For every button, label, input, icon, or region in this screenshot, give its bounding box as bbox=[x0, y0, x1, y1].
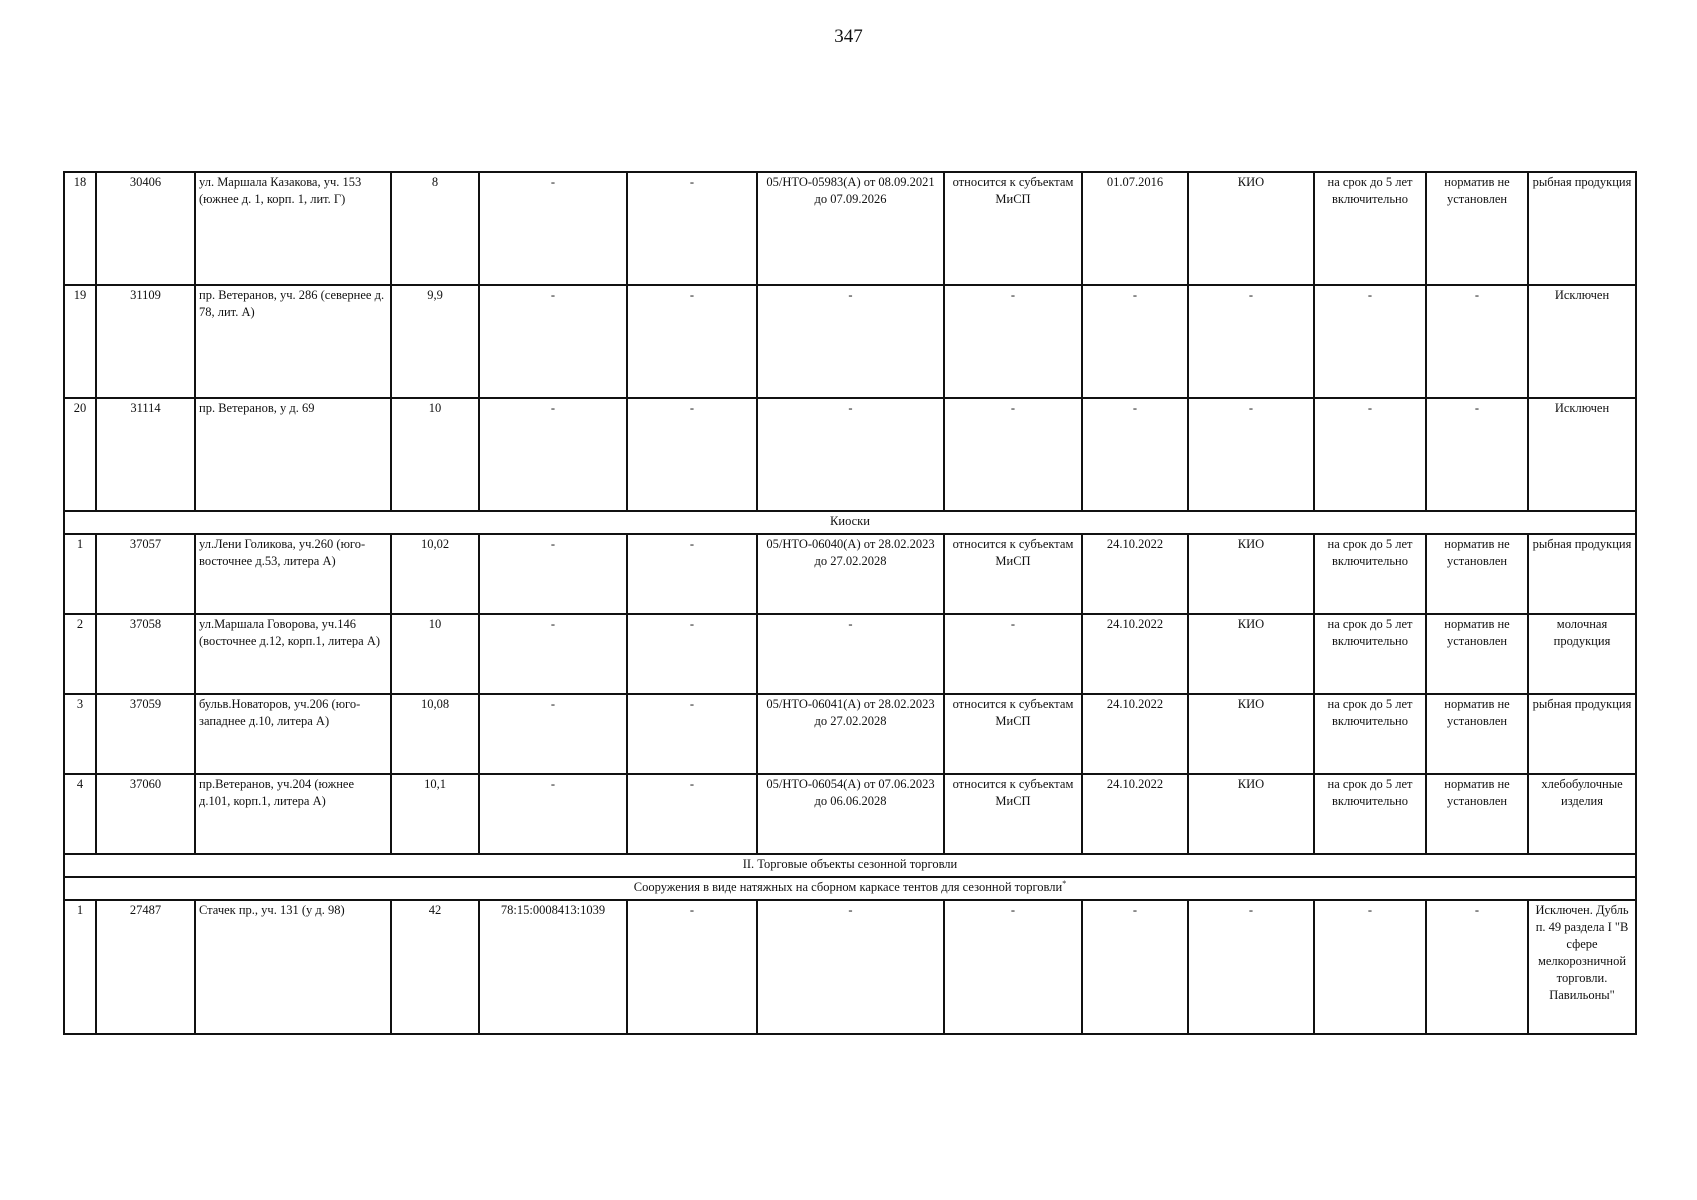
cell-norm: - bbox=[1426, 900, 1528, 1034]
cell-body: - bbox=[1188, 398, 1314, 511]
section-heading-tents-text: Сооружения в виде натяжных на сборном каркасе тентов для сезонной торговли bbox=[633, 880, 1063, 894]
cell-norm: норматив не установлен bbox=[1426, 534, 1528, 614]
table-row bbox=[64, 398, 1636, 511]
cell-object-id: 31114 bbox=[96, 398, 195, 511]
section-heading-tents bbox=[64, 877, 1636, 900]
table-row bbox=[64, 172, 1636, 285]
section-row bbox=[64, 854, 1636, 877]
cell-address: пр. Ветеранов, у д. 69 bbox=[195, 398, 391, 511]
cell-cadastral: - bbox=[479, 614, 627, 694]
cell-body: КИО bbox=[1188, 614, 1314, 694]
cell-norm: норматив не установлен bbox=[1426, 172, 1528, 285]
cell-area: 42 bbox=[391, 900, 479, 1034]
section-row bbox=[64, 511, 1636, 534]
cell-date: 24.10.2022 bbox=[1082, 694, 1188, 774]
cell-address: пр. Ветеранов, уч. 286 (севернее д. 78, лит. А) bbox=[195, 285, 391, 398]
cell-number: 3 bbox=[64, 694, 96, 774]
cell-area: 10,02 bbox=[391, 534, 479, 614]
cell-cadastral: - bbox=[479, 774, 627, 854]
cell-column-6: - bbox=[627, 900, 757, 1034]
cell-column-6: - bbox=[627, 694, 757, 774]
cell-body: КИО bbox=[1188, 774, 1314, 854]
section-heading-kiosks: Киоски bbox=[64, 511, 1636, 534]
cell-date: 24.10.2022 bbox=[1082, 534, 1188, 614]
cell-term: на срок до 5 лет включительно bbox=[1314, 534, 1426, 614]
cell-object-id: 30406 bbox=[96, 172, 195, 285]
cell-object-id: 37060 bbox=[96, 774, 195, 854]
cell-contract: - bbox=[757, 900, 944, 1034]
cell-subject: относится к субъектам МиСП bbox=[944, 172, 1082, 285]
cell-object-id: 37057 bbox=[96, 534, 195, 614]
cell-contract: - bbox=[757, 285, 944, 398]
cell-date: - bbox=[1082, 398, 1188, 511]
cell-subject: - bbox=[944, 398, 1082, 511]
cell-cadastral: - bbox=[479, 694, 627, 774]
cell-body: - bbox=[1188, 285, 1314, 398]
cell-subject: - bbox=[944, 614, 1082, 694]
cell-norm: - bbox=[1426, 398, 1528, 511]
cell-object-id: 37059 bbox=[96, 694, 195, 774]
cell-contract: 05/НТО-06040(А) от 28.02.2023 до 27.02.2028 bbox=[757, 534, 944, 614]
cell-term: на срок до 5 лет включительно bbox=[1314, 172, 1426, 285]
cell-contract: 05/НТО-06041(А) от 28.02.2023 до 27.02.2028 bbox=[757, 694, 944, 774]
cell-subject: относится к субъектам МиСП bbox=[944, 774, 1082, 854]
cell-number: 1 bbox=[64, 534, 96, 614]
cell-body: КИО bbox=[1188, 172, 1314, 285]
cell-number: 20 bbox=[64, 398, 96, 511]
cell-cadastral: - bbox=[479, 534, 627, 614]
cell-body: - bbox=[1188, 900, 1314, 1034]
cell-column-6: - bbox=[627, 774, 757, 854]
cell-cadastral: - bbox=[479, 285, 627, 398]
cell-contract: - bbox=[757, 398, 944, 511]
table-row bbox=[64, 285, 1636, 398]
cell-norm: - bbox=[1426, 285, 1528, 398]
cell-number: 19 bbox=[64, 285, 96, 398]
cell-column-6: - bbox=[627, 614, 757, 694]
cell-address: пр.Ветеранов, уч.204 (южнее д.101, корп.1, литера А) bbox=[195, 774, 391, 854]
cell-contract: 05/НТО-05983(А) от 08.09.2021 до 07.09.2026 bbox=[757, 172, 944, 285]
table-row bbox=[64, 694, 1636, 774]
cell-address: ул.Маршала Говорова, уч.146 (восточнее д.12, корп.1, литера А) bbox=[195, 614, 391, 694]
cell-product: молочная продукция bbox=[1528, 614, 1636, 694]
cell-product: рыбная продукция bbox=[1528, 172, 1636, 285]
cell-contract: 05/НТО-06054(А) от 07.06.2023 до 06.06.2028 bbox=[757, 774, 944, 854]
cell-date: - bbox=[1082, 900, 1188, 1034]
cell-subject: относится к субъектам МиСП bbox=[944, 534, 1082, 614]
cell-cadastral: 78:15:0008413:1039 bbox=[479, 900, 627, 1034]
cell-address: ул.Лени Голикова, уч.260 (юго-восточнее д.53, литера А) bbox=[195, 534, 391, 614]
cell-product: рыбная продукция bbox=[1528, 534, 1636, 614]
cell-column-6: - bbox=[627, 285, 757, 398]
cell-column-6: - bbox=[627, 534, 757, 614]
cell-address: бульв.Новаторов, уч.206 (юго-западнее д.10, литера А) bbox=[195, 694, 391, 774]
page-number: 347 bbox=[834, 26, 863, 47]
cell-cadastral: - bbox=[479, 398, 627, 511]
cell-number: 4 bbox=[64, 774, 96, 854]
cell-object-id: 37058 bbox=[96, 614, 195, 694]
cell-date: 24.10.2022 bbox=[1082, 614, 1188, 694]
cell-body: КИО bbox=[1188, 694, 1314, 774]
cell-number: 2 bbox=[64, 614, 96, 694]
cell-date: 01.07.2016 bbox=[1082, 172, 1188, 285]
cell-term: на срок до 5 лет включительно bbox=[1314, 614, 1426, 694]
cell-address: ул. Маршала Казакова, уч. 153 (южнее д. 1, корп. 1, лит. Г) bbox=[195, 172, 391, 285]
cell-object-id: 27487 bbox=[96, 900, 195, 1034]
cell-subject: относится к субъектам МиСП bbox=[944, 694, 1082, 774]
cell-product: рыбная продукция bbox=[1528, 694, 1636, 774]
cell-date: - bbox=[1082, 285, 1188, 398]
cell-term: на срок до 5 лет включительно bbox=[1314, 694, 1426, 774]
cell-address: Стачек пр., уч. 131 (у д. 98) bbox=[195, 900, 391, 1034]
registry-table bbox=[63, 171, 1637, 1035]
cell-subject: - bbox=[944, 900, 1082, 1034]
cell-object-id: 31109 bbox=[96, 285, 195, 398]
cell-number: 18 bbox=[64, 172, 96, 285]
footnote-mark: * bbox=[1062, 878, 1067, 888]
cell-body: КИО bbox=[1188, 534, 1314, 614]
cell-subject: - bbox=[944, 285, 1082, 398]
cell-term: - bbox=[1314, 285, 1426, 398]
section-heading-seasonal: II. Торговые объекты сезонной торговли bbox=[64, 854, 1636, 877]
cell-norm: норматив не установлен bbox=[1426, 694, 1528, 774]
cell-column-6: - bbox=[627, 398, 757, 511]
cell-norm: норматив не установлен bbox=[1426, 774, 1528, 854]
table-row bbox=[64, 900, 1636, 1034]
cell-term: - bbox=[1314, 900, 1426, 1034]
cell-term: на срок до 5 лет включительно bbox=[1314, 774, 1426, 854]
cell-cadastral: - bbox=[479, 172, 627, 285]
cell-column-6: - bbox=[627, 172, 757, 285]
cell-term: - bbox=[1314, 398, 1426, 511]
cell-product: Исключен. Дубль п. 49 раздела I "В сфере мелкорозничной торговли. Павильоны" bbox=[1528, 900, 1636, 1034]
cell-area: 10 bbox=[391, 398, 479, 511]
table-row bbox=[64, 614, 1636, 694]
section-row bbox=[64, 877, 1636, 900]
cell-norm: норматив не установлен bbox=[1426, 614, 1528, 694]
table-row bbox=[64, 534, 1636, 614]
cell-area: 9,9 bbox=[391, 285, 479, 398]
cell-product: хлебобулочные изделия bbox=[1528, 774, 1636, 854]
cell-date: 24.10.2022 bbox=[1082, 774, 1188, 854]
cell-area: 10 bbox=[391, 614, 479, 694]
cell-number: 1 bbox=[64, 900, 96, 1034]
cell-contract: - bbox=[757, 614, 944, 694]
cell-area: 10,1 bbox=[391, 774, 479, 854]
cell-area: 10,08 bbox=[391, 694, 479, 774]
cell-area: 8 bbox=[391, 172, 479, 285]
cell-product: Исключен bbox=[1528, 398, 1636, 511]
table-row bbox=[64, 774, 1636, 854]
cell-product: Исключен bbox=[1528, 285, 1636, 398]
